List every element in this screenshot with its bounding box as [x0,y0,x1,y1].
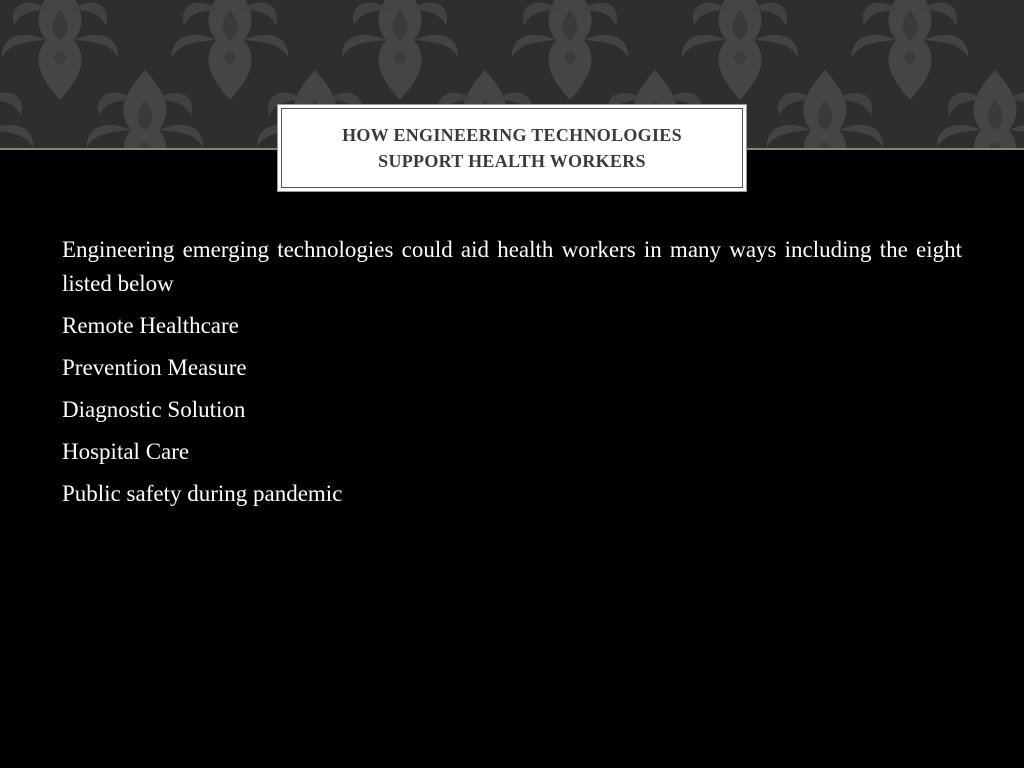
intro-paragraph: Engineering emerging technologies could aid health workers in many ways including the eight listed below [62,237,962,296]
slide-title-frame [281,108,743,188]
slide-title-line-1: HOW ENGINEERING TECHNOLOGIES [342,125,682,145]
list-item-remote-healthcare: Remote Healthcare [62,313,239,338]
list-item-public-safety: Public safety during pandemic [62,481,343,506]
slide-title-box [277,104,747,192]
list-item-diagnostic-solution: Diagnostic Solution [62,397,246,422]
slide-body [62,233,962,519]
list-item-prevention-measure: Prevention Measure [62,355,247,380]
slide-title-line-2: SUPPORT HEALTH WORKERS [378,151,646,171]
list-item-hospital-care: Hospital Care [62,439,190,464]
